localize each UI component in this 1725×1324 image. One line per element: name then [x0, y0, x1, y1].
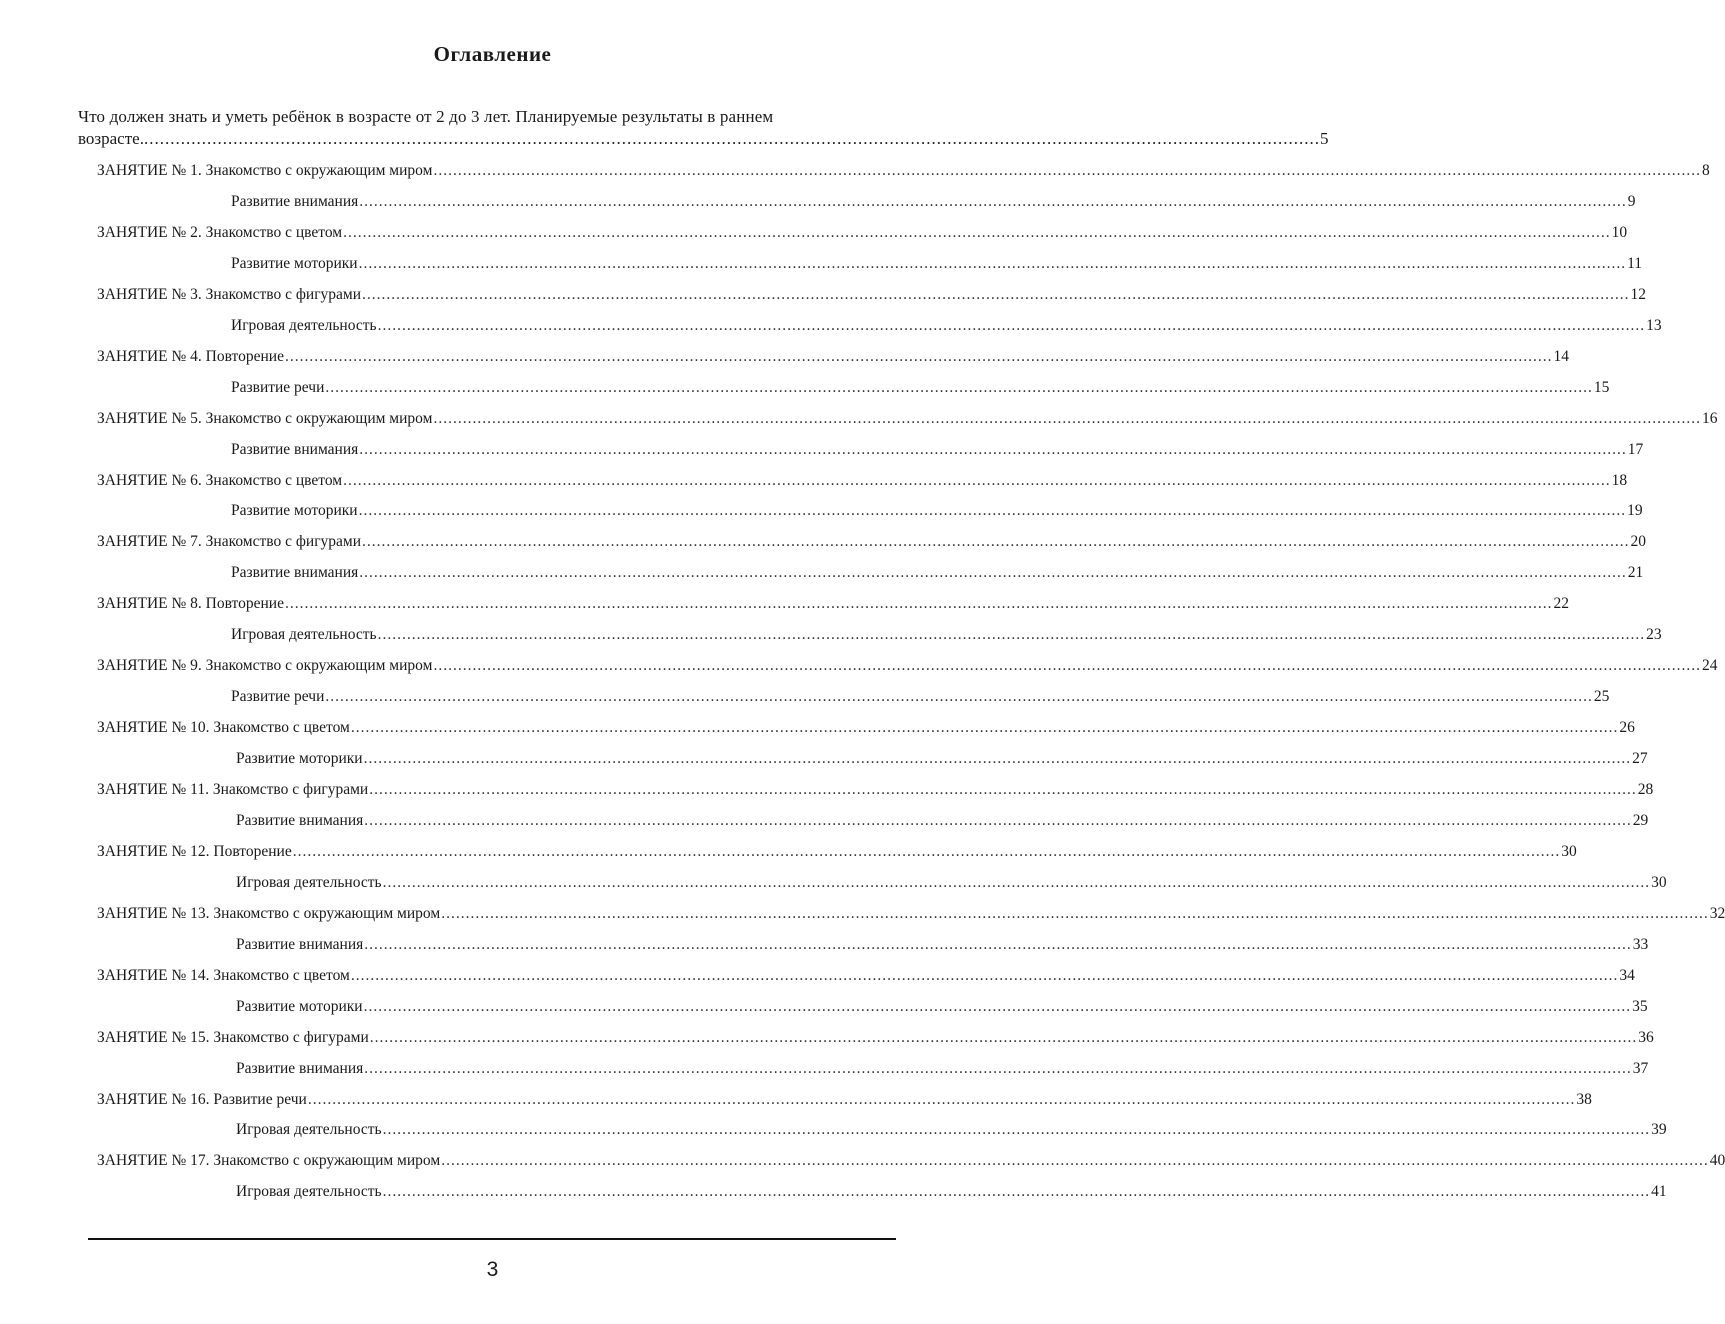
toc-leader-dots: ....................................................................................................................................................................................................................................................................: [350, 966, 1619, 984]
toc-page-number: 38: [1576, 1090, 1592, 1108]
toc-leader-dots: ....................................................................................................................................................................................................................................................................: [441, 904, 1709, 922]
toc-page-number: 40: [1709, 1152, 1725, 1170]
toc-page-number: 27: [1632, 750, 1648, 768]
toc-page-number: 9: [1627, 192, 1636, 210]
toc-leader-dots: ....................................................................................................................................................................................................................................................................: [377, 316, 1646, 334]
toc-entry[interactable]: [97, 717, 1635, 739]
toc-page-number: 8: [1701, 162, 1710, 179]
toc-leader-dots: ....................................................................................................................................................................................................................................................................: [362, 285, 1630, 303]
toc-page-number: 25: [1593, 688, 1610, 706]
toc-entry-label: Развитие внимания: [231, 440, 359, 458]
toc-entry-label: ЗАНЯТИЕ № 15. Знакомство с фигурами: [97, 1028, 369, 1046]
toc-entry-label: ЗАНЯТИЕ № 13. Знакомство с окружающим миром: [97, 904, 441, 922]
toc-entry[interactable]: [97, 531, 1647, 553]
toc-entry[interactable]: [97, 160, 1710, 182]
toc-leader-dots: ....................................................................................................................................................................................................................................................................: [441, 1152, 1709, 1170]
toc-subentry[interactable]: [231, 377, 1610, 399]
toc-entry[interactable]: [97, 965, 1635, 987]
toc-page-number: 33: [1632, 935, 1649, 953]
toc-entry[interactable]: [97, 655, 1718, 677]
toc-entry-label: Развитие моторики: [231, 502, 358, 520]
toc-entry-label: Развитие речи: [231, 688, 325, 706]
toc-entry-label: ЗАНЯТИЕ № 10. Знакомство с цветом: [97, 719, 350, 737]
toc-entry-label: ЗАНЯТИЕ № 17. Знакомство с окружающим миром: [97, 1152, 441, 1170]
toc-entry[interactable]: [97, 841, 1577, 863]
toc-leader-dots: ....................................................................................................................................................................................................................................................................: [359, 564, 1627, 582]
toc-entry-label: ЗАНЯТИЕ № 9. Знакомство с окружающим миром: [97, 657, 433, 675]
toc-entry-label: Игровая деятельность: [231, 316, 377, 334]
toc-page-number: 11: [1627, 254, 1643, 272]
toc-subentry[interactable]: [231, 439, 1644, 461]
page-title: Оглавление: [433, 42, 552, 66]
toc-leader-dots: ....................................................................................................................................................................................................................................................................: [350, 719, 1619, 737]
toc-leader-dots: ....................................................................................................................................................................................................................................................................: [359, 192, 1627, 210]
toc-leader-dots: ....................................................................................................................................................................................................................................................................: [358, 254, 1627, 272]
toc-leader-dots: ....................................................................................................................................................................................................................................................................: [369, 781, 1637, 798]
toc-leader-dots: ....................................................................................................................................................................................................................................................................: [343, 223, 1611, 241]
toc-page-number: 39: [1651, 1121, 1667, 1139]
toc-leader-dots: ....................................................................................................................................................................................................................................................................: [284, 595, 1553, 613]
toc-subentry[interactable]: [236, 748, 1648, 770]
toc-page-number: 22: [1553, 595, 1569, 613]
toc-leader-dots: ....................................................................................................................................................................................................................................................................: [364, 811, 1632, 829]
toc-page-number: 23: [1646, 626, 1662, 644]
toc-entry[interactable]: [97, 1089, 1592, 1111]
toc-entry-label: ЗАНЯТИЕ № 12. Повторение: [97, 842, 292, 860]
toc-leader-dots: ....................................................................................................................................................................................................................................................................: [364, 935, 1632, 953]
toc-subentry[interactable]: [236, 1119, 1667, 1141]
toc-page-number: 41: [1651, 1183, 1667, 1201]
toc-entry-label: Развитие моторики: [236, 997, 363, 1015]
toc-leader-dots: ....................................................................................................................................................................................................................................................................: [382, 1121, 1651, 1139]
toc-leader-dots: ....................................................................................................................................................................................................................................................................: [362, 533, 1630, 551]
toc-page-number: 16: [1701, 409, 1718, 427]
toc-subentry[interactable]: [231, 253, 1643, 275]
toc-leader-dots: ....................................................................................................................................................................................................................................................................: [307, 1090, 1576, 1108]
toc-entry-label: ЗАНЯТИЕ № 16. Развитие речи: [97, 1090, 307, 1108]
toc-entry[interactable]: [97, 903, 1725, 925]
toc-entry-label: ЗАНЯТИЕ № 3. Знакомство с фигурами: [97, 285, 362, 303]
toc-entry-label: ЗАНЯТИЕ № 1. Знакомство с окружающим миром: [97, 162, 433, 179]
toc-subentry[interactable]: [236, 996, 1648, 1018]
toc-entry-label: Игровая деятельность: [236, 873, 382, 891]
toc-subentry[interactable]: [231, 315, 1662, 337]
toc-entry-label: ЗАНЯТИЕ № 5. Знакомство с окружающим миром: [97, 409, 433, 427]
toc-entry[interactable]: [97, 346, 1569, 368]
toc-leader-dots: ....................................................................................................................................................................................................................................................................: [325, 378, 1593, 396]
toc-subentry[interactable]: [231, 562, 1644, 584]
toc-entry-label: Развитие внимания: [236, 811, 364, 829]
toc-entry[interactable]: [97, 779, 1654, 801]
toc-page-number: 18: [1611, 471, 1628, 489]
toc-subentry[interactable]: [231, 500, 1643, 522]
toc-entry[interactable]: [97, 1027, 1654, 1049]
toc-page-number: 36: [1638, 1028, 1654, 1046]
page-number: 3: [486, 1258, 499, 1281]
toc-entry-label: Игровая деятельность: [236, 1183, 382, 1201]
toc-entry-label: Развитие речи: [231, 378, 325, 396]
toc-entry[interactable]: [97, 284, 1647, 306]
toc-entry-label: Развитие моторики: [236, 750, 363, 768]
toc-page-number: 12: [1630, 285, 1647, 303]
toc-page-number: 37: [1632, 1059, 1649, 1077]
toc-page-number: 14: [1553, 347, 1569, 365]
toc-leader-dots: ....................................................................................................................................................................................................................................................................: [325, 688, 1593, 706]
toc-subentry[interactable]: [231, 191, 1636, 213]
toc-entry[interactable]: [97, 408, 1718, 430]
toc-page-number: 29: [1632, 811, 1649, 829]
toc-subentry[interactable]: [231, 624, 1662, 646]
toc-leader-dots: ................................................................................................................................................................................................................................: [143, 129, 1320, 148]
toc-leader-dots: ....................................................................................................................................................................................................................................................................: [433, 409, 1701, 427]
toc-intro-line1: Что должен знать и уметь ребёнок в возрасте от 2 до 3 лет. Планируемые результаты в раннем: [78, 107, 774, 126]
toc-leader-dots: ....................................................................................................................................................................................................................................................................: [433, 657, 1701, 675]
toc-entry-label: ЗАНЯТИЕ № 11. Знакомство с фигурами: [97, 781, 369, 798]
toc-page-number: 34: [1619, 966, 1635, 984]
toc-page-number: 17: [1627, 440, 1644, 458]
toc-entry-label: Развитие внимания: [236, 935, 364, 953]
toc-entry-label: Развитие внимания: [231, 192, 359, 210]
toc-leader-dots: ....................................................................................................................................................................................................................................................................: [377, 626, 1646, 644]
toc-subentry[interactable]: [236, 1058, 1649, 1080]
toc-leader-dots: ....................................................................................................................................................................................................................................................................: [364, 1059, 1632, 1077]
toc-subentry[interactable]: [236, 934, 1649, 956]
toc-page-number: 32: [1709, 904, 1725, 922]
toc-entry[interactable]: [97, 1150, 1725, 1172]
toc-leader-dots: ....................................................................................................................................................................................................................................................................: [369, 1028, 1638, 1046]
toc-entry-label: ЗАНЯТИЕ № 6. Знакомство с цветом: [97, 471, 343, 489]
toc-page-number: 26: [1619, 719, 1635, 737]
toc-subentry[interactable]: [236, 810, 1649, 832]
toc-entry-label: ЗАНЯТИЕ № 7. Знакомство с фигурами: [97, 533, 362, 551]
toc-page-number: 24: [1701, 657, 1718, 675]
toc-page-number: 5: [1319, 129, 1329, 148]
toc-entry-label: ЗАНЯТИЕ № 2. Знакомство с цветом: [97, 223, 343, 241]
toc-leader-dots: ....................................................................................................................................................................................................................................................................: [343, 471, 1611, 489]
toc-leader-dots: ....................................................................................................................................................................................................................................................................: [292, 842, 1561, 860]
toc-entry-label: Игровая деятельность: [231, 626, 377, 644]
toc-page-number: 13: [1646, 316, 1662, 334]
toc-page-number: 15: [1593, 378, 1610, 396]
toc-leader-dots: ....................................................................................................................................................................................................................................................................: [359, 440, 1627, 458]
toc-page-number: 30: [1561, 842, 1577, 860]
toc-leader-dots: ....................................................................................................................................................................................................................................................................: [382, 1183, 1651, 1201]
footer-rule: [88, 1238, 896, 1240]
toc-page-number: 10: [1611, 223, 1628, 241]
toc-entry-label: Развитие внимания: [236, 1059, 364, 1077]
toc-entry[interactable]: [97, 470, 1628, 492]
toc-leader-dots: ....................................................................................................................................................................................................................................................................: [433, 162, 1701, 179]
toc-entry[interactable]: [97, 593, 1569, 615]
toc-intro-line2: возрасте.: [78, 129, 144, 148]
toc-page-number: 20: [1630, 533, 1647, 551]
toc-page-number: 21: [1627, 564, 1644, 582]
toc-subentry[interactable]: [231, 686, 1610, 708]
toc-subentry[interactable]: [236, 1181, 1667, 1203]
toc-entry-label: ЗАНЯТИЕ № 4. Повторение: [97, 347, 284, 365]
toc-entry[interactable]: [97, 222, 1628, 244]
toc-leader-dots: ....................................................................................................................................................................................................................................................................: [358, 502, 1627, 520]
toc-page-number: 35: [1632, 997, 1648, 1015]
toc-entry-label: Развитие внимания: [231, 564, 359, 582]
toc-entry-label: Игровая деятельность: [236, 1121, 382, 1139]
toc-page-number: 30: [1651, 873, 1667, 891]
toc-leader-dots: ....................................................................................................................................................................................................................................................................: [363, 750, 1632, 768]
toc-entry-label: ЗАНЯТИЕ № 14. Знакомство с цветом: [97, 966, 350, 984]
toc-leader-dots: ....................................................................................................................................................................................................................................................................: [363, 997, 1632, 1015]
toc-entry-label: Развитие моторики: [231, 254, 358, 272]
toc-subentry[interactable]: [236, 872, 1667, 894]
toc-leader-dots: ....................................................................................................................................................................................................................................................................: [284, 347, 1553, 365]
toc-leader-dots: ....................................................................................................................................................................................................................................................................: [382, 873, 1651, 891]
toc-page-number: 19: [1627, 502, 1643, 520]
toc-page-number: 28: [1637, 781, 1654, 798]
toc-entry-label: ЗАНЯТИЕ № 8. Повторение: [97, 595, 284, 613]
